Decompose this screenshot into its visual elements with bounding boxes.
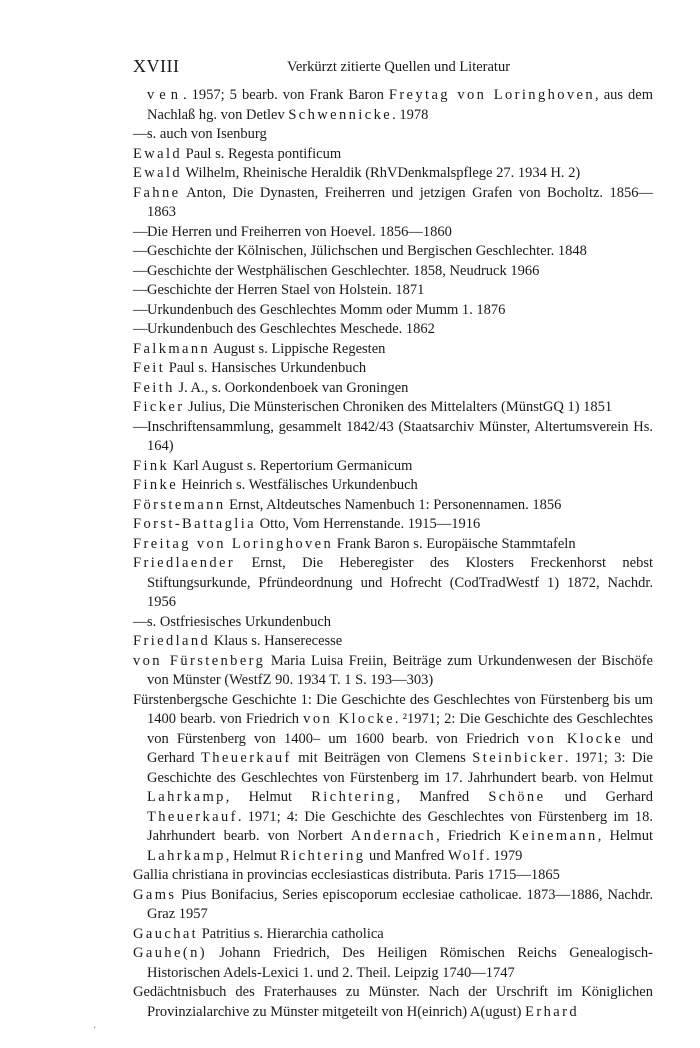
entry-text: , Helmut xyxy=(225,789,312,805)
entry-text: s. auch von Isenburg xyxy=(147,126,267,142)
entry-text: Geschichte der Herren Stael von Holstein. 1871 xyxy=(147,282,425,298)
page-header xyxy=(133,56,653,78)
bibliography-entry xyxy=(133,320,653,340)
ditto-dash: — xyxy=(133,613,148,630)
spaced-name: Richtering xyxy=(311,789,397,805)
bibliography-entry xyxy=(133,223,653,243)
bibliography-entry xyxy=(133,359,653,379)
bibliography-entry xyxy=(133,379,653,399)
spaced-name: Erhard xyxy=(525,1003,579,1020)
ditto-dash: — xyxy=(133,418,148,435)
spaced-name: Fink xyxy=(133,457,170,474)
entry-text: , Helmut xyxy=(597,828,653,844)
entry-text: v e n . 1957; 5 bearb. von Frank Baron xyxy=(147,87,389,103)
ditto-dash: — xyxy=(133,243,148,259)
spaced-name: Schwennicke xyxy=(288,106,393,123)
entry-text: Urkundenbuch des Geschlechtes Meschede. 1862 xyxy=(147,321,435,337)
entry-text: Ernst, Die Heberegister des Klosters Freckenhorst nebst Stiftungsurkunde, Pfründeordnung und Hofrecht (CodTradWestf 1) 1872, Nachdr. 1956 xyxy=(147,555,653,610)
spaced-name: Keinemann xyxy=(509,828,598,844)
entry-text: Gedächtnisbuch des Fraterhauses zu Münster. Nach der Urschrift im Königlichen Provinzialarchive zu Münster mitgeteilt von H(einrich) A(ugust) xyxy=(133,984,653,1020)
entry-text: s. Ostfriesisches Urkundenbuch xyxy=(147,613,332,630)
bibliography-entry xyxy=(133,613,653,633)
bibliography-entry xyxy=(133,398,653,418)
spaced-name: von Fürstenberg xyxy=(133,652,266,669)
ditto-dash: — xyxy=(133,126,148,142)
spaced-name: Fahne xyxy=(133,184,181,201)
spaced-name: Lahrkamp xyxy=(147,847,226,864)
entry-text: Heinrich s. Westfälisches Urkundenbuch xyxy=(178,477,418,493)
entry-text: Frank Baron s. Europäische Stammtafeln xyxy=(333,535,576,552)
ditto-dash: — xyxy=(133,262,148,279)
page-number: XVIII xyxy=(133,56,180,76)
entry-text: Gallia christiana in provincias ecclesiasticas distributa. Paris 1715—1865 xyxy=(133,867,560,883)
entry-text: . 1971; 3: Die Geschichte des Geschlechtes von Fürstenberg im 17. Jahrhundert bearb. von Helmut xyxy=(147,750,653,786)
spaced-name: Friedlaender xyxy=(133,555,236,571)
entry-text: Die Herren und Freiherren von Hoevel. 1856—1860 xyxy=(147,223,452,240)
spaced-name: Finke xyxy=(133,477,179,493)
bibliography-list xyxy=(133,86,653,1022)
ditto-dash: — xyxy=(133,282,148,298)
spaced-name: Ewald xyxy=(133,145,183,162)
bibliography-entry xyxy=(133,925,653,945)
entry-text: Ernst, Altdeutsches Namenbuch 1: Personennamen. 1856 xyxy=(225,496,562,513)
entry-text: Maria Luisa Freiin, Beiträge zum Urkundenwesen der Bischöfe von Münster (WestfZ 90. 1934 T. 1 S. 193—303) xyxy=(147,652,653,688)
running-title: Verkürzt zitierte Quellen und Literatur xyxy=(287,59,511,75)
entry-text: , Manfred xyxy=(396,789,489,805)
bibliography-entry xyxy=(133,652,653,691)
spaced-name: Andernach xyxy=(350,828,437,844)
entry-text: Pius Bonifacius, Series episcoporum ecclesiae catholicae. 1873—1886, Nachdr. Graz 1957 xyxy=(147,886,653,922)
bibliography-entry xyxy=(133,866,653,886)
entry-text: Geschichte der Westphälischen Geschlechter. 1858, Neudruck 1966 xyxy=(147,262,540,279)
bibliography-entry xyxy=(133,242,653,262)
bibliography-entry xyxy=(133,496,653,516)
bibliography-entry xyxy=(133,691,653,867)
bibliography-entry xyxy=(133,125,653,145)
spaced-name: Freytag von Loringhoven xyxy=(388,87,596,103)
entry-text: Patritius s. Hierarchia catholica xyxy=(198,925,384,942)
bibliography-entry xyxy=(133,340,653,360)
entry-text: Urkundenbuch des Geschlechtes Momm oder Mumm 1. 1876 xyxy=(147,301,506,318)
spaced-name: Richtering xyxy=(280,847,366,864)
entry-text: Johann Friedrich, Des Heiligen Römischen Reichs Genealogisch-Historischen Adels-Lexici 1. und 2. Theil. Leipzig 1740—1747 xyxy=(147,945,653,981)
entry-text: und Manfred xyxy=(365,847,448,864)
bibliography-entry xyxy=(133,554,653,613)
entry-text: Paul s. Hansisches Urkundenbuch xyxy=(165,360,367,376)
spaced-name: Friedland xyxy=(133,633,211,649)
entry-text: . 1978 xyxy=(392,106,429,123)
spaced-name: Feit xyxy=(133,360,166,376)
spaced-name: Lahrkamp xyxy=(147,789,226,805)
bibliography-entry xyxy=(133,515,653,535)
bibliography-entry xyxy=(133,944,653,983)
entry-text: Wilhelm, Rheinische Heraldik (RhVDenkmalspflege 27. 1934 H. 2) xyxy=(182,165,581,181)
spaced-name: von Klocke xyxy=(303,711,395,727)
spaced-name: Theuerkauf xyxy=(200,750,292,766)
entry-text: , Helmut xyxy=(225,847,281,864)
bibliography-entry xyxy=(133,476,653,496)
entry-text: und Gerhard xyxy=(545,789,653,805)
spaced-name: Gauhe(n) xyxy=(133,945,207,961)
entry-text: Klaus s. Hanserecesse xyxy=(210,633,343,649)
entry-text: . ²1971; 2: Die Geschichte des Geschlechtes von Fürstenberg von 1400– um 1600 bearb. von Friedrich xyxy=(147,711,654,747)
bibliography-entry xyxy=(133,145,653,165)
spaced-name: Schöne xyxy=(488,789,546,805)
spaced-name: Gams xyxy=(133,886,177,903)
bibliography-entry xyxy=(133,301,653,321)
entry-text: Karl August s. Repertorium Germanicum xyxy=(169,457,413,474)
bibliography-entry xyxy=(133,164,653,184)
ditto-dash: — xyxy=(133,223,148,240)
spaced-name: Forst-Battaglia xyxy=(133,516,256,532)
entry-text: . 1971; 4: Die Geschichte des Geschlechtes von Fürstenberg im 18. Jahrhundert bearb. von Norbert xyxy=(147,808,653,844)
spaced-name: Förstemann xyxy=(133,496,226,513)
bibliography-entry xyxy=(133,886,653,925)
spaced-name: Steinbicker xyxy=(472,750,565,766)
bibliography-entry xyxy=(133,457,653,477)
entry-text: Geschichte der Kölnischen, Jülichschen und Bergischen Geschlechter. 1848 xyxy=(147,243,587,259)
spaced-name: von Klocke xyxy=(527,730,624,747)
spaced-name: Theuerkauf xyxy=(147,808,238,825)
entry-text: Inschriftensammlung, gesammelt 1842/43 (Staatsarchiv Münster, Altertumsverein Hs. 164) xyxy=(147,418,653,454)
ditto-dash: — xyxy=(133,301,148,318)
spaced-name: Falkmann xyxy=(133,340,211,357)
entry-text: mit Beiträgen von Clemens xyxy=(291,750,473,766)
entry-text: Otto, Vom Herrenstande. 1915—1916 xyxy=(256,516,481,532)
ditto-dash: — xyxy=(133,321,148,337)
entry-text: , Friedrich xyxy=(436,828,510,844)
spaced-name: Gauchat xyxy=(133,925,199,942)
entry-text: und Gerhard xyxy=(147,730,654,766)
entry-text: , aus dem Nachlaß hg. von Detlev xyxy=(147,87,653,123)
bibliography-entry xyxy=(133,535,653,555)
entry-text: Anton, Die Dynasten, Freiherren und jetzigen Grafen von Bocholtz. 1856—1863 xyxy=(147,184,653,220)
bibliography-entry xyxy=(133,281,653,301)
spaced-name: Wolf xyxy=(447,847,487,864)
bibliography-entry xyxy=(133,632,653,652)
spaced-name: Freitag von Loringhoven xyxy=(133,535,334,552)
entry-text: J. A., s. Oorkondenboek van Groningen xyxy=(174,379,409,396)
entry-text: . 1979 xyxy=(486,847,523,864)
spaced-name: Ewald xyxy=(133,165,183,181)
bibliography-entry xyxy=(133,184,653,223)
bibliography-entry xyxy=(133,983,653,1022)
spaced-name: Feith xyxy=(133,379,175,396)
spaced-name: Ficker xyxy=(133,399,185,415)
entry-text: Fürstenbergsche Geschichte 1: Die Geschichte des Geschlechtes von Fürstenberg bis um 1400 bearb. von Friedrich xyxy=(133,691,653,727)
bibliography-entry xyxy=(133,86,653,125)
entry-text: August s. Lippische Regesten xyxy=(210,340,386,357)
bibliography-entry xyxy=(133,262,653,282)
entry-text: Julius, Die Münsterischen Chroniken des Mittelalters (MünstGQ 1) 1851 xyxy=(184,399,613,415)
margin-mark: · xyxy=(93,1023,97,1034)
entry-text: Paul s. Regesta pontificum xyxy=(182,145,342,162)
bibliography-entry xyxy=(133,418,653,457)
